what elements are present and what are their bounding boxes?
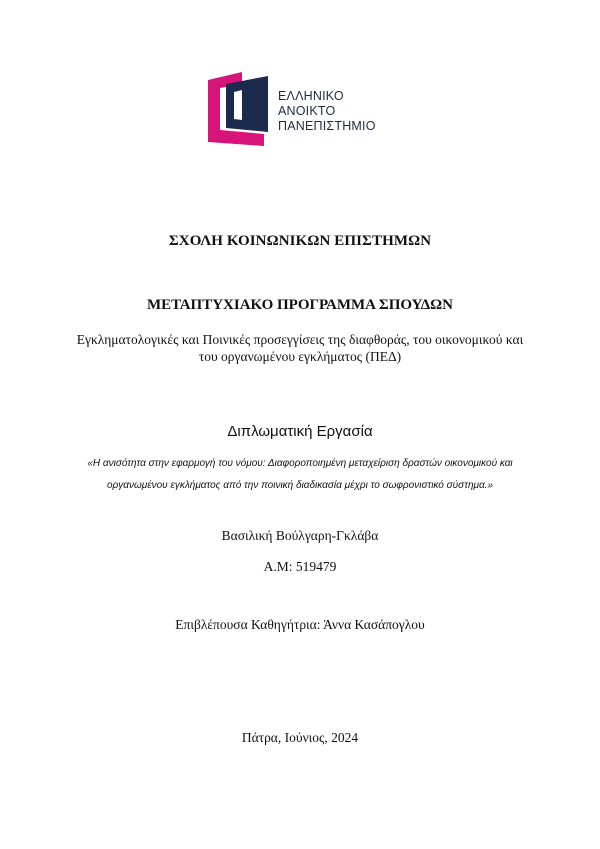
supervisor: Επιβλέπουσα Καθηγήτρια: Άννα Κασάπογλου [175, 617, 425, 632]
program-subtitle-line: Εγκληματολογικές και Ποινικές προσεγγίσεις της διαφθοράς, του οικονομικού και [76, 332, 524, 347]
thesis-type: Διπλωματική Εργασία [227, 423, 373, 440]
program-heading: ΜΕΤΑΠΤΥΧΙΑΚΟ ΠΡΟΓΡΑΜΜΑ ΣΠΟΥΔΩΝ [147, 297, 453, 313]
student-id: Α.Μ: 519479 [263, 559, 337, 574]
place-date: Πάτρα, Ιούνιος, 2024 [241, 730, 359, 745]
logo-text-line: ΠΑΝΕΠΙΣΤΗΜΙΟ [278, 119, 376, 133]
university-logo [208, 72, 398, 146]
author-name: Βασιλική Βούλγαρη-Γκλάβα [221, 528, 379, 543]
logo-text-line: ΕΛΛΗΝΙΚΟ [278, 89, 344, 103]
thesis-title-line: οργανωμένου εγκλήματος από την ποινική διαδικασία μέχρι το σωφρονιστικό σύστημα.» [106, 480, 494, 491]
program-subtitle [40, 331, 560, 365]
university-logo-text [278, 89, 376, 134]
university-logo-icon [208, 72, 274, 146]
thesis-title-line: «Η ανισότητα στην εφαρμογή του νόμου: Διαφοροποιημένη μεταχείριση δραστών οικονομικού και [87, 458, 513, 469]
school-heading: ΣΧΟΛΗ ΚΟΙΝΩΝΙΚΩΝ ΕΠΙΣΤΗΜΩΝ [168, 233, 432, 249]
logo-text-line: ΑΝΟΙΚΤΟ [278, 104, 336, 118]
program-subtitle-line: του οργανωμένου εγκλήματος (ΠΕΔ) [198, 349, 402, 364]
thesis-title [50, 453, 550, 497]
